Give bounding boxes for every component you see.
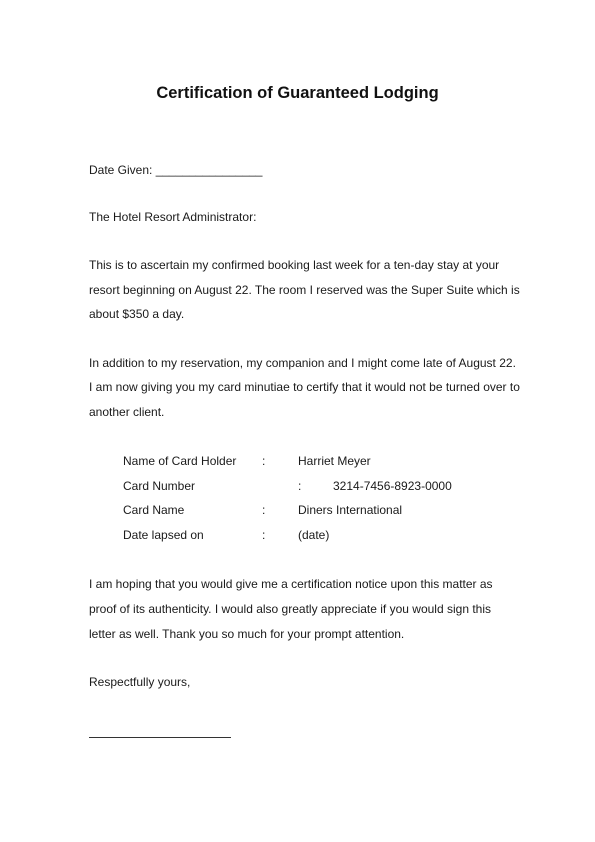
date-lapsed-row [0,528,595,544]
card-holder-label: Name of Card Holder [123,454,237,468]
date-lapsed-label: Date lapsed on [123,528,204,542]
card-holder-row [0,454,595,470]
paragraph-line: about $350 a day. [89,307,185,321]
signature-line [89,737,231,738]
card-name-row [0,503,595,519]
document-title: Certification of Guaranteed Lodging [156,84,439,102]
paragraph-line: This is to ascertain my confirmed booking last week for a ten-day stay at your [89,258,500,272]
separator-colon: : [262,528,266,542]
paragraph-line: letter as well. Thank you so much for your prompt attention. [89,627,405,641]
closing: Respectfully yours, [89,675,191,689]
paragraph-line: In addition to my reservation, my companion and I might come late of August 22. [89,356,516,370]
separator-colon: : [262,503,266,517]
paragraph-line: I am now giving you my card minutiae to certify that it would not be turned over to [89,380,520,394]
separator-colon: : [298,479,302,493]
card-name-value: Diners International [298,503,403,517]
card-number-row [0,479,595,495]
paragraph-line: resort beginning on August 22. The room I reserved was the Super Suite which is [89,283,520,297]
paragraph-line: I am hoping that you would give me a certification notice upon this matter as [89,577,493,591]
card-number-value: 3214-7456-8923-0000 [333,479,452,493]
card-holder-value: Harriet Meyer [298,454,371,468]
card-name-label: Card Name [123,503,185,517]
salutation: The Hotel Resort Administrator: [89,210,257,224]
date-lapsed-value: (date) [298,528,330,542]
date-given-line: Date Given: ________________ [89,163,263,177]
card-number-label: Card Number [123,479,196,493]
paragraph-line: another client. [89,405,165,419]
separator-colon: : [262,454,266,468]
paragraph-line: proof of its authenticity. I would also greatly appreciate if you would sign this [89,602,491,616]
